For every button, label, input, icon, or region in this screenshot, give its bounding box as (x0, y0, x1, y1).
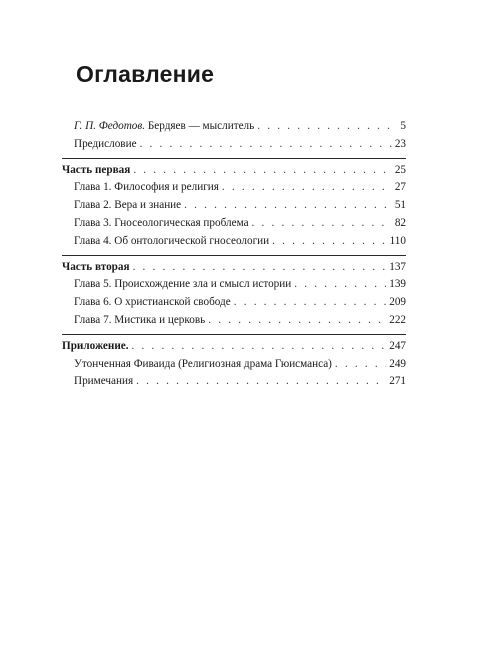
toc-entry-label: Примечания (74, 375, 134, 388)
toc-part-page: 247 (389, 339, 406, 352)
toc-entry[interactable] (62, 118, 406, 136)
toc-part-page: 137 (389, 260, 406, 273)
toc-entry[interactable] (62, 215, 406, 233)
dot-leader (257, 118, 397, 136)
toc-entry-label: Глава 5. Происхождение зла и смысл истории (74, 278, 292, 291)
dot-leader (140, 136, 392, 154)
toc-entry-page: 209 (389, 296, 406, 309)
toc-entry[interactable] (62, 197, 406, 215)
toc-part-label: Часть вторая (62, 260, 130, 273)
toc-entry[interactable] (62, 294, 406, 312)
toc-entry-label (74, 118, 254, 136)
toc-part-label: Часть первая (62, 163, 131, 176)
dot-leader (294, 276, 386, 294)
toc-part-label: Приложение. (62, 339, 129, 352)
toc-entry-label: Глава 2. Вера и знание (74, 199, 182, 212)
toc-entry-page: 110 (389, 234, 406, 247)
dot-leader (133, 259, 387, 277)
dot-leader (272, 233, 386, 251)
dot-leader (136, 373, 386, 391)
toc-entry[interactable] (62, 356, 406, 374)
dot-leader (234, 294, 387, 312)
page-title: Оглавление (76, 61, 215, 87)
toc-entry[interactable] (62, 136, 406, 154)
toc-entry-label: Глава 7. Мистика и церковь (74, 313, 206, 326)
toc-entry[interactable] (62, 179, 406, 197)
dot-leader (208, 312, 386, 330)
toc-entry-page: 5 (400, 120, 406, 132)
toc-entry[interactable] (62, 373, 406, 391)
toc-entry-label: Глава 6. О христианской свободе (74, 296, 231, 309)
toc-entry-page: 51 (394, 199, 406, 212)
toc-entry-label: Утонченная Фиваида (Религиозная драма Гюисманса) (74, 357, 332, 370)
toc-group-part-one (62, 158, 406, 255)
dot-leader (335, 356, 386, 374)
toc-part-heading[interactable] (62, 338, 406, 356)
toc-entry-page: 222 (389, 313, 406, 326)
dot-leader (222, 179, 392, 197)
toc-entry[interactable] (62, 233, 406, 251)
dot-leader (184, 197, 392, 215)
toc-entry-page: 23 (394, 137, 406, 150)
toc-entry[interactable] (62, 276, 406, 294)
dot-leader (252, 215, 392, 233)
toc-group-appendix (62, 334, 406, 395)
toc-entry-label: Глава 3. Гносеологическая проблема (74, 216, 249, 229)
toc-entry-page: 249 (389, 357, 406, 370)
toc-entry-page: 139 (389, 278, 406, 291)
toc-group-front-matter (62, 117, 406, 158)
toc-part-heading[interactable] (62, 162, 406, 180)
toc-entry-page: 82 (394, 216, 406, 229)
toc-entry-author: Г. П. Федотов. (74, 120, 146, 132)
toc-entry-label: Предисловие (74, 137, 137, 150)
table-of-contents (62, 117, 406, 395)
toc-part-page: 25 (394, 163, 406, 176)
toc-group-part-two (62, 255, 406, 334)
toc-entry-label: Глава 1. Философия и религия (74, 181, 219, 194)
toc-entry-page: 271 (389, 375, 406, 388)
toc-entry-label: Глава 4. Об онтологической гносеологии (74, 234, 270, 247)
dot-leader (132, 338, 387, 356)
dot-leader (133, 162, 392, 180)
toc-part-heading[interactable] (62, 259, 406, 277)
toc-entry[interactable] (62, 312, 406, 330)
toc-entry-title: Бердяев — мыслитель (147, 120, 255, 132)
toc-entry-page: 27 (394, 181, 406, 194)
